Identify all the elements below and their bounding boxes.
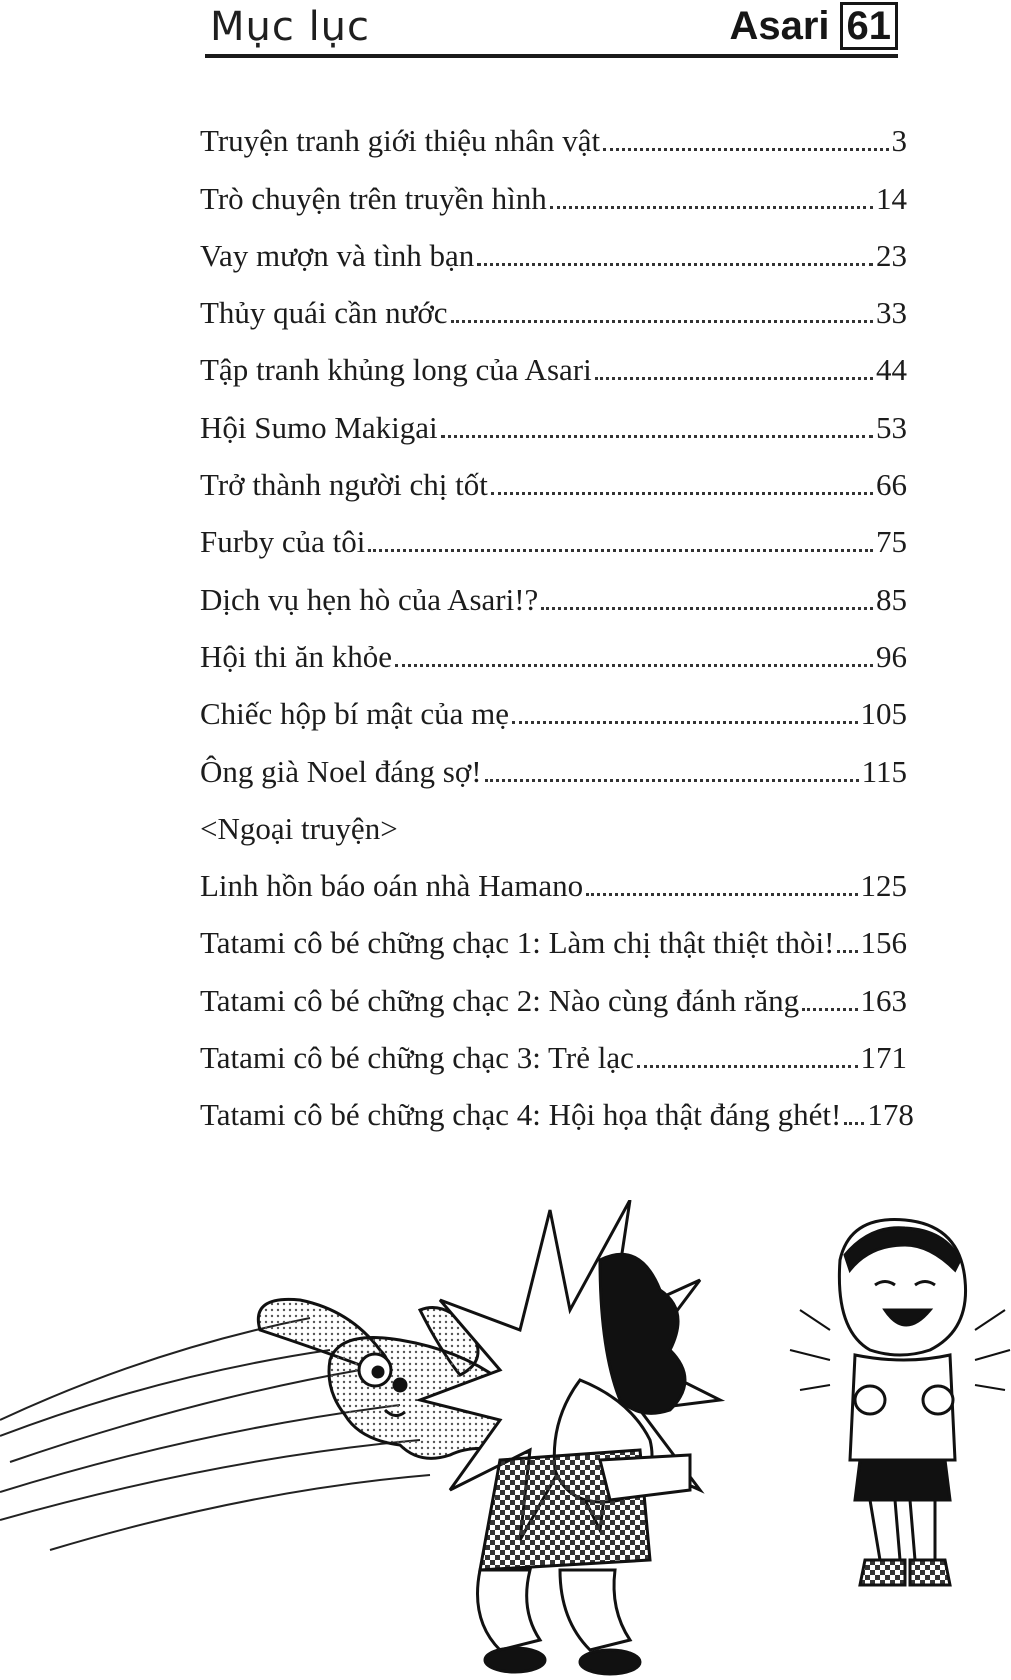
toc-dot-leader bbox=[586, 893, 857, 896]
toc-entry[interactable] bbox=[200, 456, 907, 513]
toc-dot-leader bbox=[595, 377, 873, 380]
toc-dot-leader bbox=[837, 950, 857, 953]
toc-entry-page: 163 bbox=[860, 982, 907, 1018]
toc-entry-page: 125 bbox=[860, 868, 907, 904]
toc-dot-leader bbox=[451, 320, 873, 323]
toc-entry-title: Chiếc hộp bí mật của mẹ bbox=[200, 696, 510, 732]
toc-entry[interactable] bbox=[200, 1029, 907, 1086]
toc-entry[interactable] bbox=[200, 284, 907, 341]
toc-entry-title: Furby của tôi bbox=[200, 524, 366, 560]
toc-entry-page: 178 bbox=[867, 1097, 914, 1133]
toc-entry[interactable] bbox=[200, 341, 907, 398]
toc-entry-title: Trở thành người chị tốt bbox=[200, 467, 488, 503]
toc-entry-title: Dịch vụ hẹn hò của Asari!? bbox=[200, 581, 539, 617]
toc-entry-page: 33 bbox=[876, 295, 907, 331]
toc-dot-leader bbox=[368, 549, 873, 552]
toc-dot-leader bbox=[550, 206, 873, 209]
boy-character bbox=[790, 1220, 1010, 1586]
toc-entry[interactable] bbox=[200, 914, 907, 971]
toc-entry-title: Thủy quái cần nước bbox=[200, 295, 448, 331]
toc-dot-leader bbox=[441, 435, 873, 438]
toc-dot-leader bbox=[844, 1122, 864, 1125]
toc-dot-leader bbox=[603, 148, 888, 151]
toc-entry-page: 85 bbox=[876, 581, 907, 617]
toc-entry-page: 105 bbox=[860, 696, 907, 732]
toc-dot-leader bbox=[485, 779, 859, 782]
toc-entry-page: 14 bbox=[876, 180, 907, 216]
toc-entry-title: Hội Sumo Makigai bbox=[200, 409, 438, 445]
toc-entry-page: 44 bbox=[876, 352, 907, 388]
page-title: Mục lục bbox=[210, 4, 371, 50]
extra-stories-heading: <Ngoại truyện> bbox=[200, 810, 398, 846]
toc-entry-title: Tatami cô bé chững chạc 2: Nào cùng đánh răng bbox=[200, 982, 800, 1018]
toc-entry-title: Ông già Noel đáng sợ! bbox=[200, 753, 482, 789]
toc-entry-page: 66 bbox=[876, 467, 907, 503]
toc-entry[interactable] bbox=[200, 570, 907, 627]
toc-entry[interactable] bbox=[200, 628, 907, 685]
toc-entry-page: 53 bbox=[876, 409, 907, 445]
toc-entry-title: Tatami cô bé chững chạc 4: Hội họa thật đáng ghét! bbox=[200, 1097, 842, 1133]
header-rule bbox=[205, 54, 898, 58]
toc-entry[interactable] bbox=[200, 169, 907, 226]
toc-dot-leader bbox=[637, 1065, 858, 1068]
toc-entry[interactable] bbox=[200, 857, 907, 914]
toc-dot-leader bbox=[512, 721, 857, 724]
toc-entry[interactable] bbox=[200, 685, 907, 742]
toc-entry-page: 156 bbox=[860, 925, 907, 961]
toc-entry-title: Vay mượn và tình bạn bbox=[200, 237, 475, 273]
toc-entry-title: Hội thi ăn khỏe bbox=[200, 638, 392, 674]
toc-section-heading bbox=[200, 800, 907, 857]
toc-entry[interactable] bbox=[200, 227, 907, 284]
toc-dot-leader bbox=[395, 664, 873, 667]
toc-entry[interactable] bbox=[200, 112, 907, 169]
toc-entry-title: Tập tranh khủng long của Asari bbox=[200, 352, 592, 388]
toc-entry-page: 23 bbox=[876, 237, 907, 273]
series-name: Asari bbox=[729, 3, 830, 48]
toc-entry-title: Linh hồn báo oán nhà Hamano bbox=[200, 868, 584, 904]
manga-illustration bbox=[0, 1200, 1011, 1680]
volume-number: 61 bbox=[840, 2, 899, 50]
toc-dot-leader bbox=[477, 263, 873, 266]
toc-entry[interactable] bbox=[200, 742, 907, 799]
toc-entry-page: 96 bbox=[876, 638, 907, 674]
table-of-contents bbox=[200, 112, 914, 1143]
toc-entry[interactable] bbox=[200, 1086, 914, 1143]
toc-entry-page: 75 bbox=[876, 524, 907, 560]
toc-entry-title: Tatami cô bé chững chạc 1: Làm chị thật thiệt thòi! bbox=[200, 925, 835, 961]
toc-entry[interactable] bbox=[200, 971, 907, 1028]
toc-entry-title: Truyện tranh giới thiệu nhân vật bbox=[200, 123, 601, 159]
toc-entry[interactable] bbox=[200, 398, 907, 455]
toc-entry-title: Trò chuyện trên truyền hình bbox=[200, 180, 547, 216]
toc-dot-leader bbox=[802, 1008, 857, 1011]
toc-entry-title: Tatami cô bé chững chạc 3: Trẻ lạc bbox=[200, 1040, 634, 1076]
toc-entry-page: 171 bbox=[860, 1040, 907, 1076]
toc-dot-leader bbox=[491, 492, 873, 495]
series-label-group bbox=[729, 0, 898, 52]
toc-entry[interactable] bbox=[200, 513, 907, 570]
toc-dot-leader bbox=[541, 607, 873, 610]
page-header bbox=[205, 0, 898, 62]
toc-entry-page: 3 bbox=[891, 123, 907, 159]
toc-entry-page: 115 bbox=[861, 753, 907, 789]
